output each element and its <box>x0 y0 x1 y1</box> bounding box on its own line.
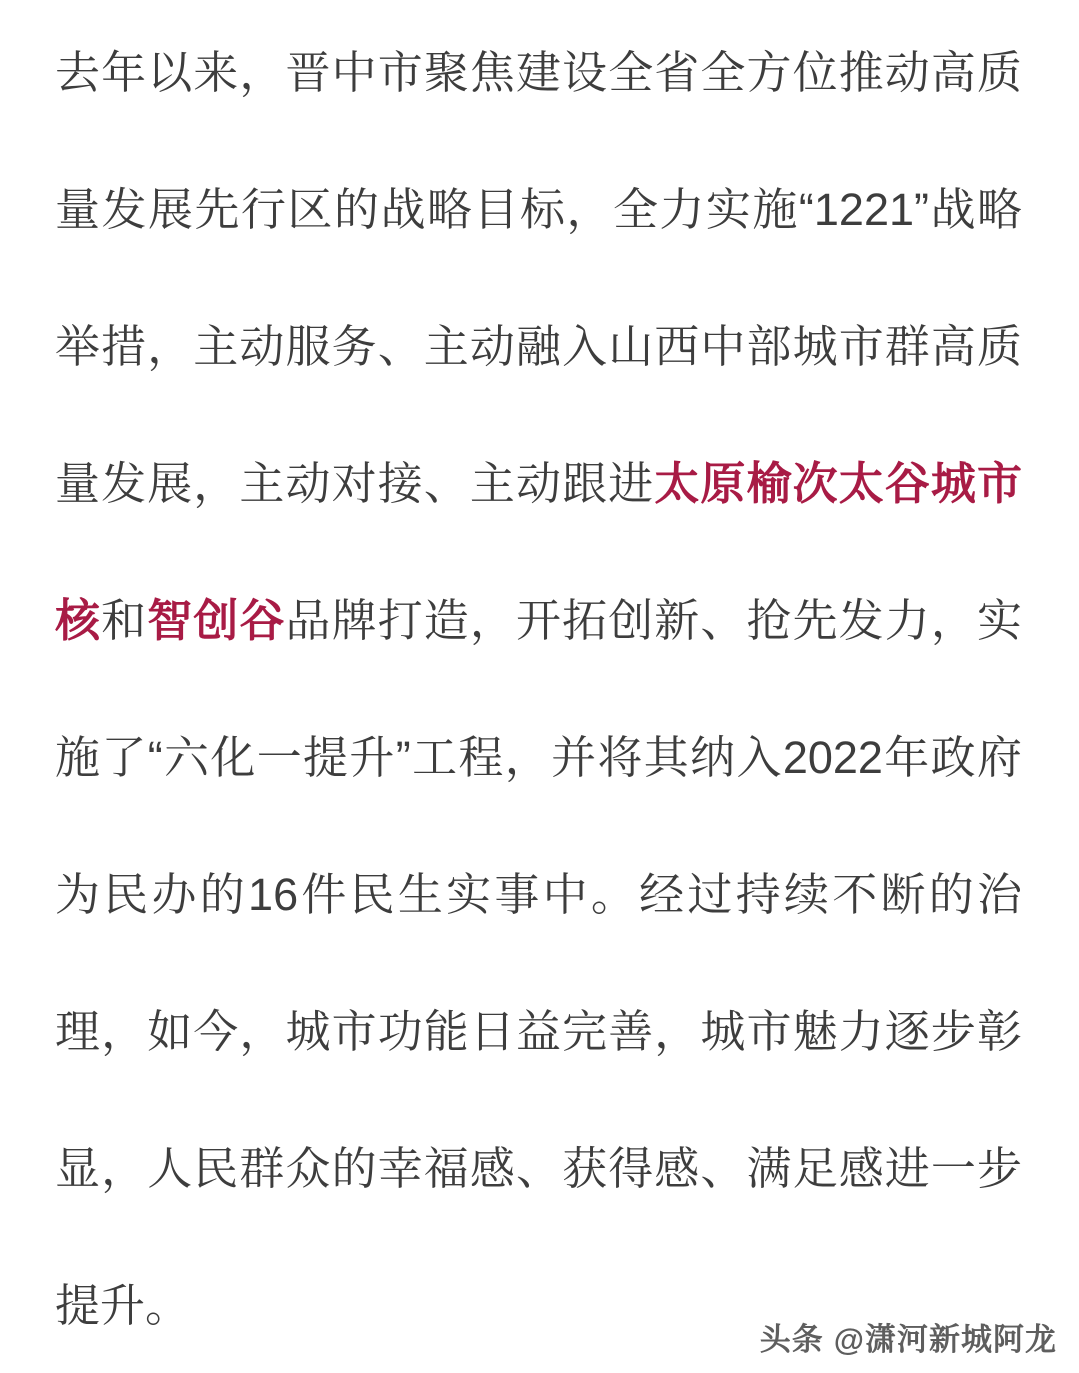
text-line <box>55 963 1022 1100</box>
highlighted-text: 太原榆次太谷城市 <box>654 458 1022 509</box>
text-segment: 理，如今，城市功能日益完善，城市魅力逐步彰 <box>55 1006 1022 1057</box>
text-segment: 品牌打造，开拓创新、抢先发力，实 <box>285 595 1022 646</box>
highlighted-text: 智创谷 <box>147 595 286 646</box>
text-line <box>55 1100 1022 1237</box>
text-segment: 举措，主动服务、主动融入山西中部城市群高质 <box>55 321 1022 372</box>
text-line <box>55 415 1022 552</box>
text-line <box>55 4 1022 141</box>
watermark <box>760 1314 1057 1359</box>
watermark-handle: @潇河新城阿龙 <box>833 1322 1057 1357</box>
text-line <box>55 141 1022 278</box>
watermark-brand: 头条 <box>759 1322 824 1357</box>
text-line <box>55 826 1022 963</box>
article-body <box>55 4 1022 1373</box>
text-segment: 为民办的16件民生实事中。经过持续不断的治 <box>55 869 1022 920</box>
text-segment: 和 <box>101 595 148 646</box>
text-segment: 量发展先行区的战略目标，全力实施“1221”战略 <box>55 184 1022 235</box>
text-line <box>55 278 1022 415</box>
text-segment: 量发展，主动对接、主动跟进 <box>55 458 655 509</box>
text-segment: 显，人民群众的幸福感、获得感、满足感进一步 <box>55 1143 1022 1194</box>
text-segment: 提升。 <box>55 1280 191 1331</box>
text-segment: 施了“六化一提升”工程，并将其纳入2022年政府 <box>55 732 1022 783</box>
text-segment: 去年以来，晋中市聚焦建设全省全方位推动高质 <box>55 47 1022 98</box>
highlighted-text: 核 <box>55 595 102 646</box>
text-line <box>55 689 1022 826</box>
text-line <box>55 552 1022 689</box>
